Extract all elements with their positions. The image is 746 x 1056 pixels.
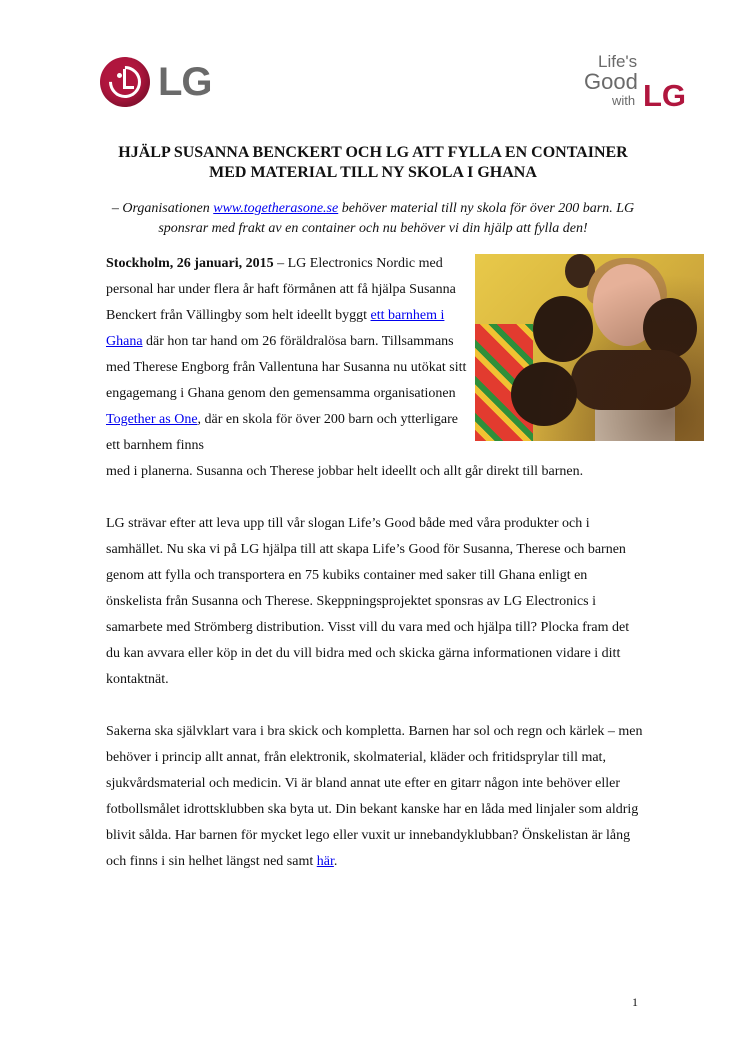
p3-text: Sakerna ska självklart vara i bra skick och kompletta. Barnen har sol och regn och kärlek – men behöver i princip allt annat, från elektronik, skolmaterial, kläder och fritidsprylar till mat, sjukvårdsmaterial och medicin. Vi är bland annat ute efter en gitarr någon inte behöver eller fotbollsmålet idrottsklubben ska byta ut. Din bekant kanske har en låda med linjaler som aldrig blivit sålda. Har barnen för mycket lego eller vuxit ur innebandyklubban? Önskelistan är lång och finns i sin helhet längst ned samt [106,724,643,869]
togetherasone-link[interactable]: www.togetherasone.se [213,201,339,216]
lg-face-icon [100,57,150,107]
slogan-line4: LG [643,78,687,113]
children-photo [475,254,704,441]
barnhem-link[interactable]: ett barnhem i Ghana [106,308,445,349]
subtitle [100,199,646,239]
slogan-line1: Life's [598,52,638,71]
press-release-title: HJÄLP SUSANNA BENCKERT OCH LG ATT FYLLA EN CONTAINER MED MATERIAL TILL NY SKOLA I GHANA [118,144,628,181]
paragraph-1-tail: med i planerna. Susanna och Therese jobbar helt ideellt och allt går direkt till barnen. [106,464,584,479]
p1-text-1: – LG Electronics Nordic med personal har under flera år haft förmånen att få hjälpa Susanna Benckert från Vällingby som helt ideellt byggt [106,256,456,323]
wishlist-link[interactable]: här [316,854,334,869]
dateline: Stockholm, 26 januari, 2015 [106,256,274,271]
together-as-one-link[interactable]: Together as One [106,412,198,427]
lg-logo-text: LG [158,59,212,104]
subtitle-after: behöver material till ny skola för över 200 barn. LG sponsrar med frakt av en container och nu behöver vi din hjälp att fylla den! [158,201,635,236]
p3-end: . [333,854,338,869]
subtitle-before: – Organisationen [111,201,214,216]
paragraph-2: LG strävar efter att leva upp till vår slogan Life’s Good både med våra produkter och i samhället. Nu ska vi på LG hjälpa till att skapa Life’s Good för Susanna, Therese och barnen genom att fylla och transportera en 75 kubiks container med saker till Ghana enligt en önskelista från Susanna och Therese. Skeppningsprojektet sponsras av LG Electronics i samarbete med Strömberg distribution. Visst vill du vara med och hjälpa till? Plocka fram det du kan avvara eller köp in det du vill bidra med och skicka gärna informationen vidare i ditt kontaktnät. [106,516,630,687]
p1-text-3: , där en skola för över 200 barn och ytterligare ett barnhem finns [106,412,459,453]
slogan-line2: Good [584,69,638,94]
slogan-line3: with [612,93,636,108]
p1-text-2: där hon tar hand om 26 föräldralösa barn. Tillsammans med Therese Engborg från Vallentuna har Susanna nu utökat sitt engagemang i Ghana genom den gemensamma organisationen [106,334,467,401]
paragraph-1 [106,251,470,459]
lg-logo [100,57,212,107]
page-number: 1 [632,995,638,1009]
lifes-good-logo [584,52,688,112]
paragraph-3 [106,719,646,875]
